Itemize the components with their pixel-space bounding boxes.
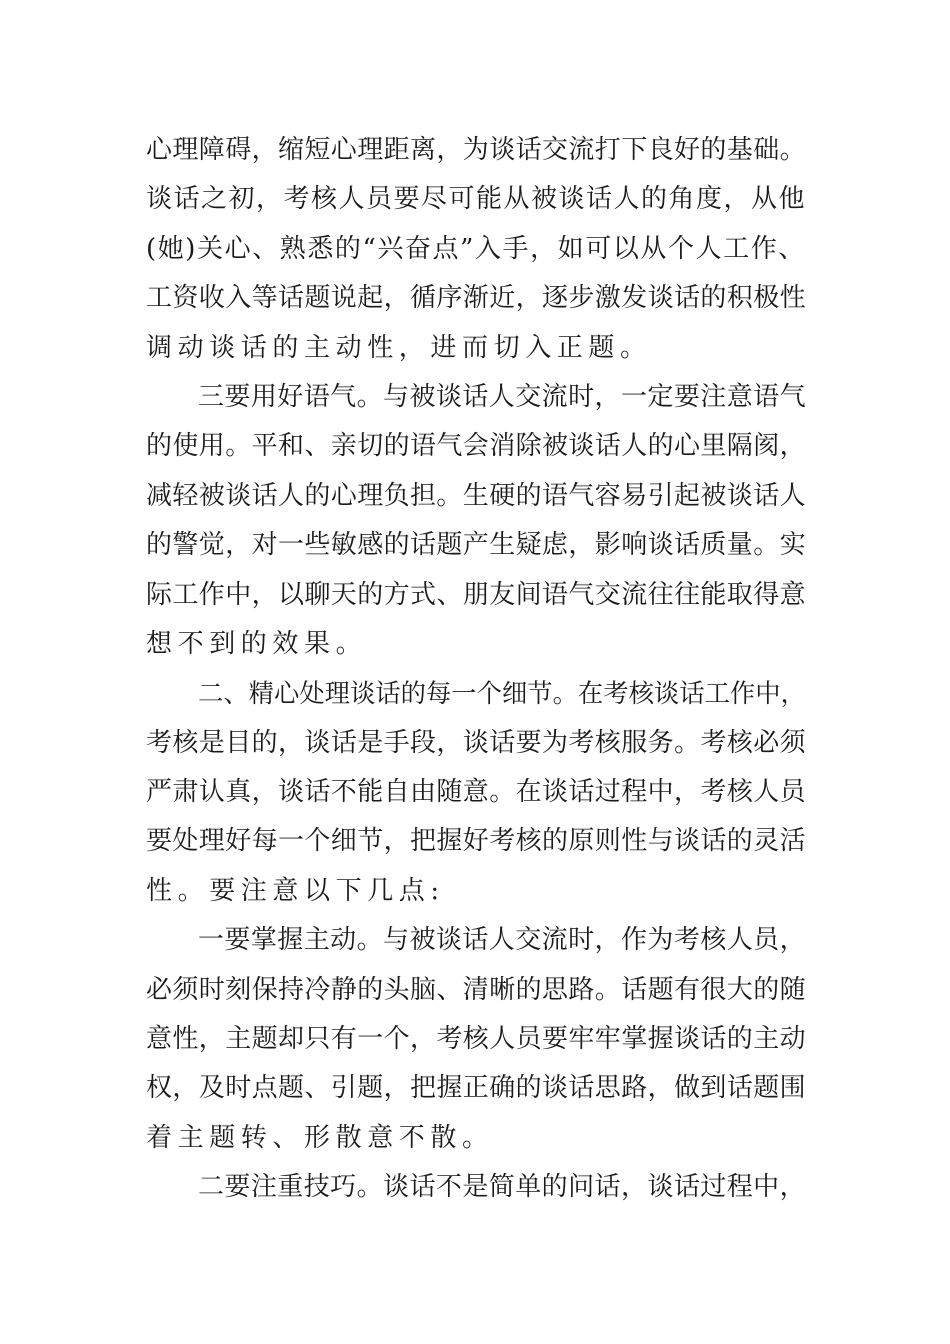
- text-line: 考核是目的，谈话是手段，谈话要为考核服务。考核必须: [146, 727, 807, 758]
- text-line: 想不到的效果。: [146, 628, 368, 659]
- text-line: 性。要注意以下几点:: [146, 875, 445, 906]
- body-text: [146, 126, 806, 1213]
- text-line: 的使用。平和、亲切的语气会消除被谈话人的心里隔阂，: [146, 431, 807, 462]
- text-line: 心理障碍，缩短心理距离，为谈话交流打下良好的基础。: [146, 135, 807, 165]
- text-line: 着主题转、形散意不散。: [146, 1122, 494, 1153]
- text-line: 减轻被谈话人的心理负担。生硬的语气容易引起被谈话人: [146, 480, 807, 511]
- text-line: 二要注重技巧。谈话不是简单的问话，谈话过程中，: [198, 1172, 807, 1203]
- text-line: 权，及时点题、引题，把握正确的谈话思路，做到话题围: [146, 1073, 807, 1104]
- text-line: 调动谈话的主动性，进而切入正题。: [146, 332, 652, 363]
- text-line: 要处理好每一个细节，把握好考核的原则性与谈话的灵活: [146, 826, 807, 857]
- text-line: 严肃认真，谈话不能自由随意。在谈话过程中，考核人员: [146, 777, 807, 808]
- text-line: 二、精心处理谈话的每一个细节。在考核谈话工作中，: [198, 678, 806, 709]
- text-line: 必须时刻保持冷静的头脑、清晰的思路。话题有很大的随: [146, 974, 807, 1005]
- text-line: 际工作中，以聊天的方式、朋友间语气交流往往能取得意: [146, 579, 807, 610]
- text-line: 一要掌握主动。与被谈话人交流时，作为考核人员，: [198, 925, 807, 956]
- text-line: (她)关心、熟悉的“兴奋点”入手，如可以从个人工作、: [146, 233, 806, 264]
- text-line: 的警觉，对一些敏感的话题产生疑虑，影响谈话质量。实: [146, 530, 807, 561]
- text-line: 意性，主题却只有一个，考核人员要牢牢掌握谈话的主动: [146, 1024, 807, 1055]
- text-line: 工资收入等话题说起，循序渐近，逐步激发谈话的积极性: [146, 283, 807, 314]
- text-line: 三要用好语气。与被谈话人交流时，一定要注意语气: [198, 381, 807, 412]
- text-line: 谈话之初，考核人员要尽可能从被谈话人的角度，从他: [146, 184, 807, 215]
